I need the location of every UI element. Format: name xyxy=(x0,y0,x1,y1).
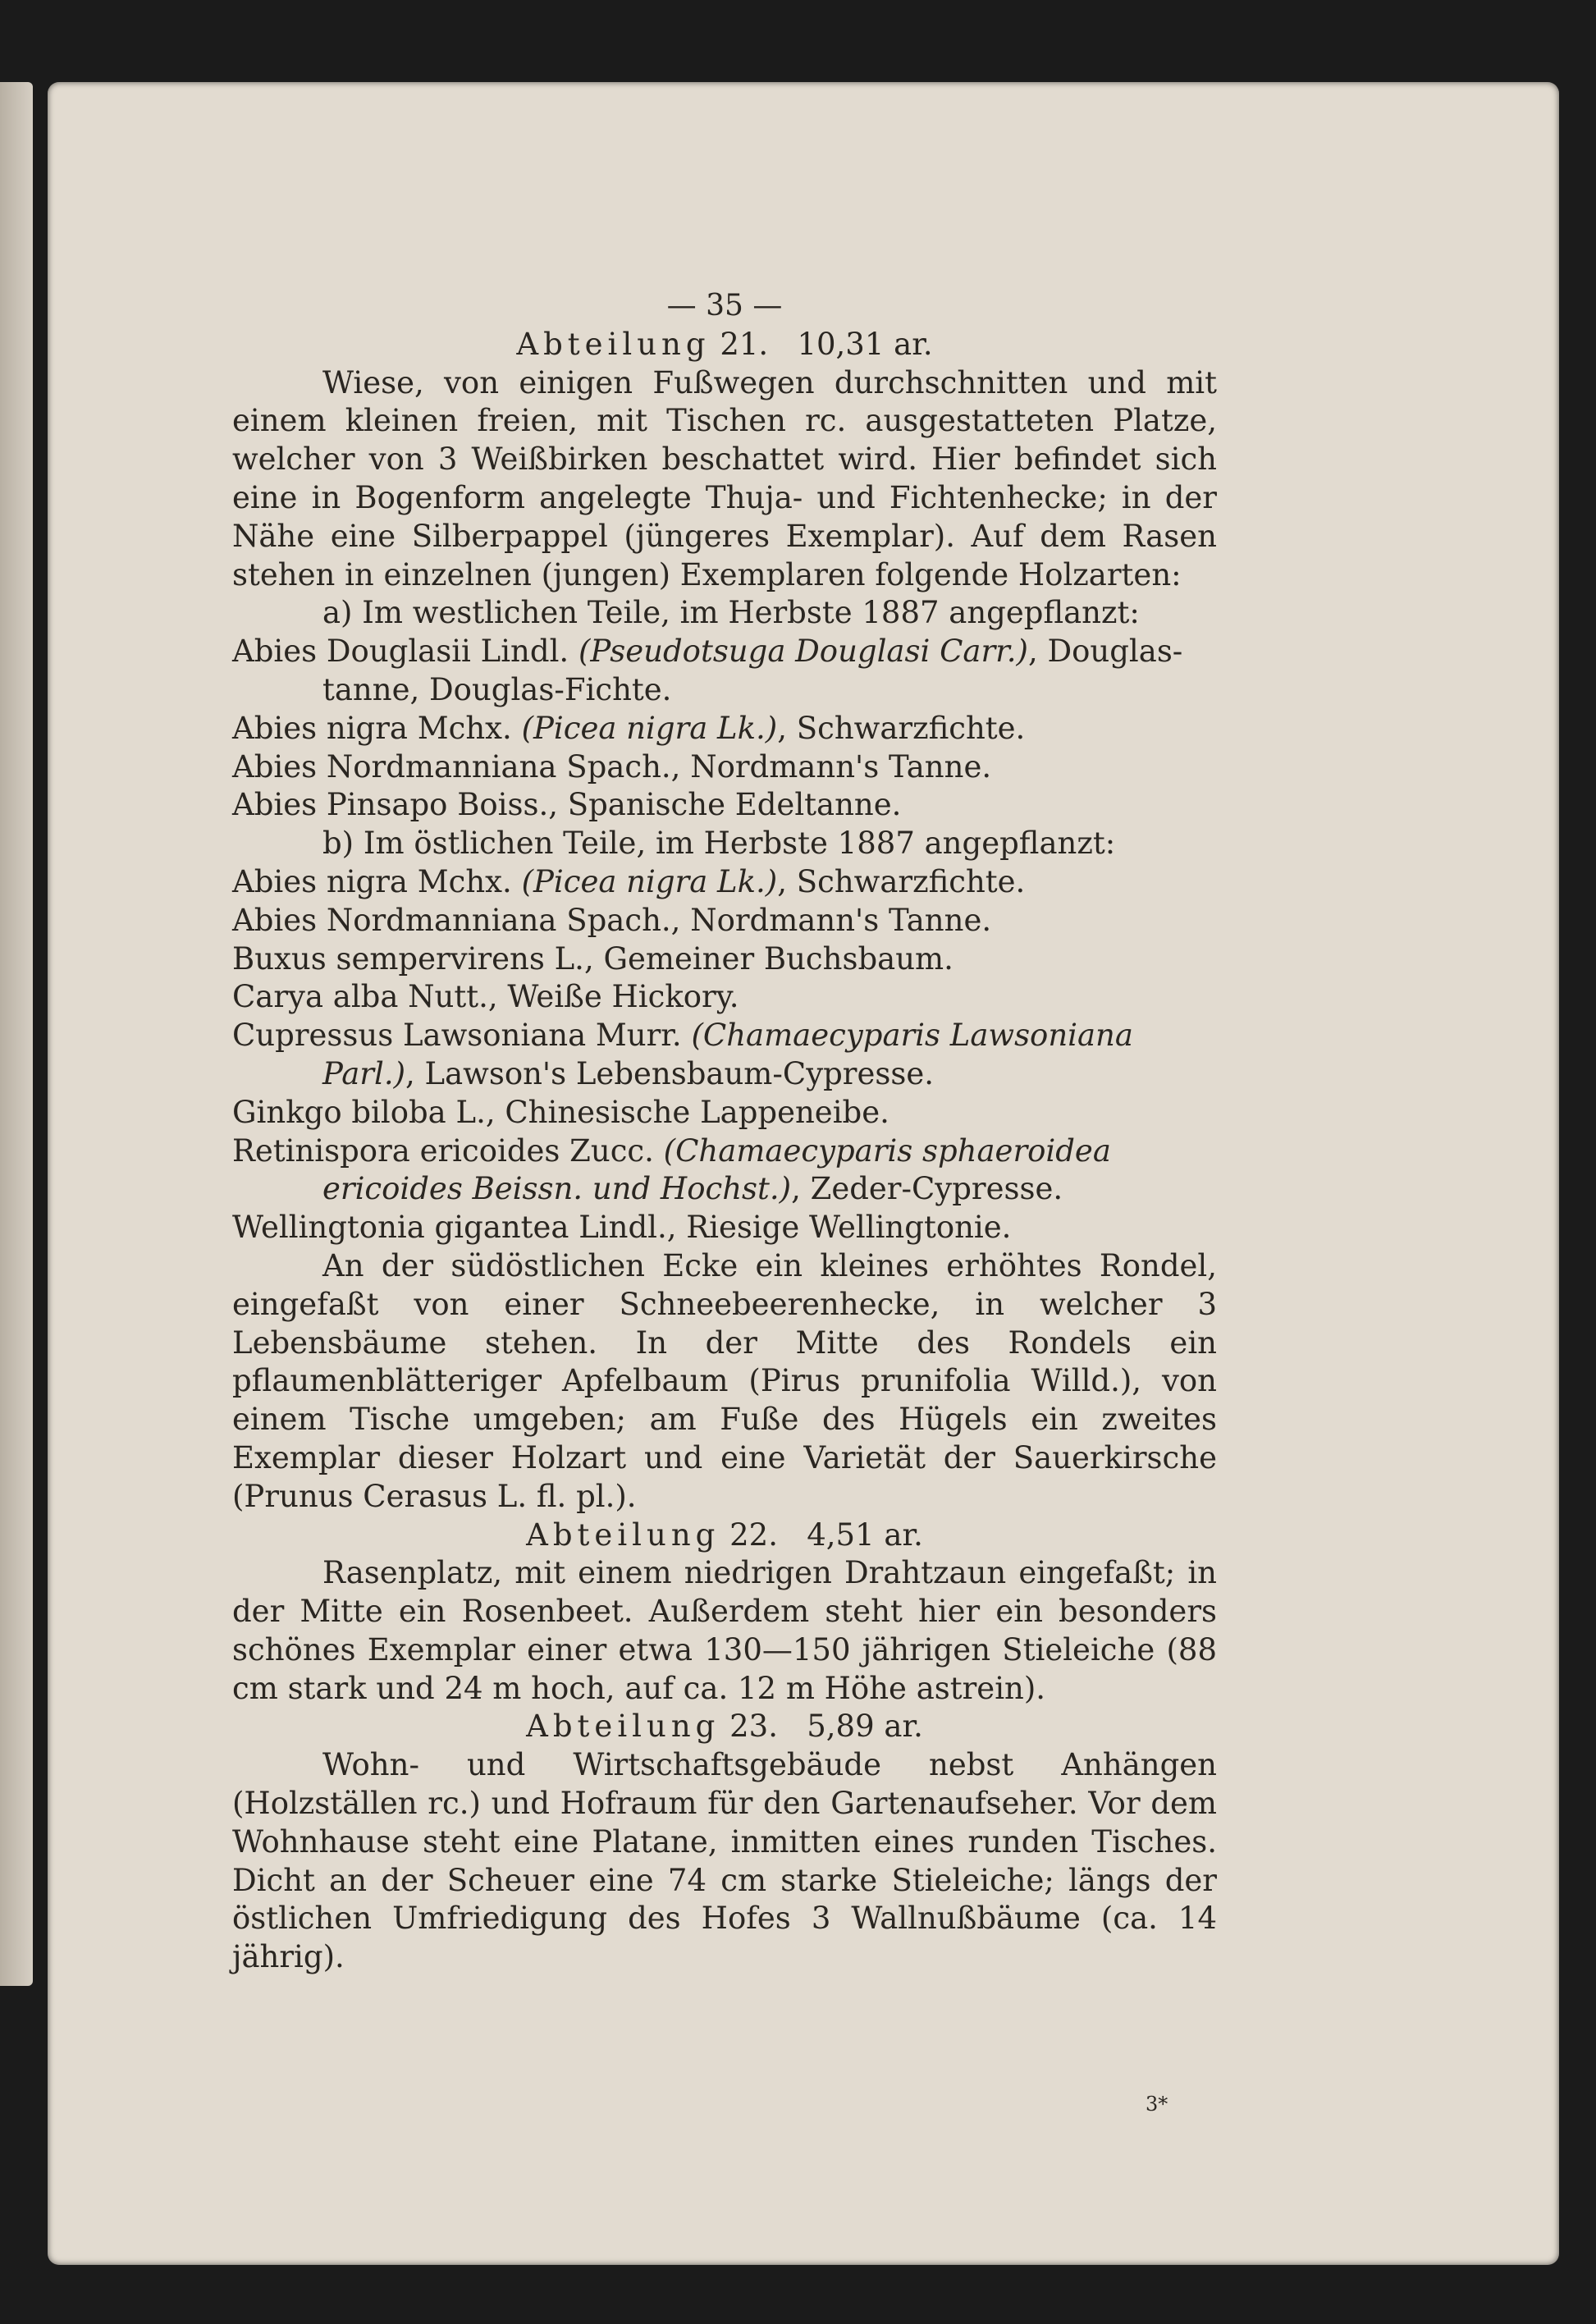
section-heading-21: Abteilung 21. 10,31 ar. xyxy=(516,326,933,362)
page-text xyxy=(232,287,1217,1977)
section-21-intro: Wiese, von einigen Fußwegen durchschnitten und mit einem kleinen freien, mit Tischen rc. ausgestatteten Platze, welcher von 3 Weißbirken beschattet wird. Hier befindet sich eine in Bogenform angelegte Thuja- und Fichtenhecke; in der Nähe eine Silberpappel (jüngeres Exemplar). Auf dem Rasen stehen in einzelnen (jungen) Exemplaren folgende Holzarten: xyxy=(232,364,1217,592)
signature-mark: 3* xyxy=(1146,2093,1168,2116)
list-item: Abies Nordmanniana Spach., Nordmann's Tanne. xyxy=(232,902,992,938)
group-b-heading: b) Im östlichen Teile, im Herbste 1887 angepflanzt: xyxy=(322,826,1116,862)
list-item: Ginkgo biloba L., Chinesische Lappeneibe. xyxy=(232,1094,889,1130)
species-list-a xyxy=(232,633,1217,825)
list-item: Abies Nordmanniana Spach., Nordmann's Tanne. xyxy=(232,748,992,785)
section-heading-23: Abteilung 23. 5,89 ar. xyxy=(526,1709,923,1745)
section-22-text: Rasenplatz, mit einem niedrigen Drahtzaun eingefaßt; in der Mitte ein Rosenbeet. Außerdem steht hier ein besonders schönes Exemplar einer etwa 130—150 jährigen Stieleiche (88 cm stark und 24 m hoch, auf ca. 12 m Höhe astrein). xyxy=(232,1555,1217,1706)
previous-page-edge xyxy=(0,82,33,1986)
book-page xyxy=(48,82,1559,2265)
list-item: Wellingtonia gigantea Lindl., Riesige Wellingtonie. xyxy=(232,1210,1012,1246)
list-item: Retinispora ericoides Zucc. (Chamaecyparis sphaeroidea ericoides Beissn. und Hochst.), Zeder-Cypresse. xyxy=(232,1132,1111,1207)
group-a-heading: a) Im westlichen Teile, im Herbste 1887 angepflanzt: xyxy=(322,595,1140,631)
list-item: Abies Douglasii Lindl. (Pseudotsuga Douglasi Carr.), Douglas-tanne, Douglas-Fichte. xyxy=(232,634,1183,707)
section-21-closing: An der südöstlichen Ecke ein kleines erhöhtes Rondel, eingefaßt von einer Schneebeerenhecke, in welcher 3 Lebensbäume stehen. In der Mitte des Rondels ein pflaumenblätteriger Apfelbaum (Pirus prunifolia Willd.), von einem Tische umgeben; am Fuße des Hügels ein zweites Exemplar dieser Holzart und eine Varietät der Sauerkirsche (Prunus Cerasus L. fl. pl.). xyxy=(232,1247,1217,1514)
section-23-text: Wohn- und Wirtschaftsgebäude nebst Anhängen (Holzställen rc.) und Hofraum für den Gartenaufseher. Vor dem Wohnhause steht eine Platane, inmitten eines runden Tisches. Dicht an der Scheuer eine 74 cm starke Stieleiche; längs der östlichen Umfriedigung des Hofes 3 Wallnußbäume (ca. 14 jährig). xyxy=(232,1747,1217,1975)
list-item: Cupressus Lawsoniana Murr. (Chamaecyparis Lawsoniana Parl.), Lawson's Lebensbaum-Cypresse. xyxy=(232,1018,1133,1091)
species-list-b xyxy=(232,863,1217,1247)
list-item: Carya alba Nutt., Weiße Hickory. xyxy=(232,979,739,1015)
page-number: — 35 — xyxy=(666,289,783,323)
section-heading-22: Abteilung 22. 4,51 ar. xyxy=(526,1517,923,1553)
list-item: Abies nigra Mchx. (Picea nigra Lk.), Schwarzfichte. xyxy=(232,863,1026,899)
list-item: Abies nigra Mchx. (Picea nigra Lk.), Schwarzfichte. xyxy=(232,710,1026,746)
list-item: Buxus sempervirens L., Gemeiner Buchsbaum. xyxy=(232,940,953,977)
list-item: Abies Pinsapo Boiss., Spanische Edeltanne. xyxy=(232,787,902,823)
